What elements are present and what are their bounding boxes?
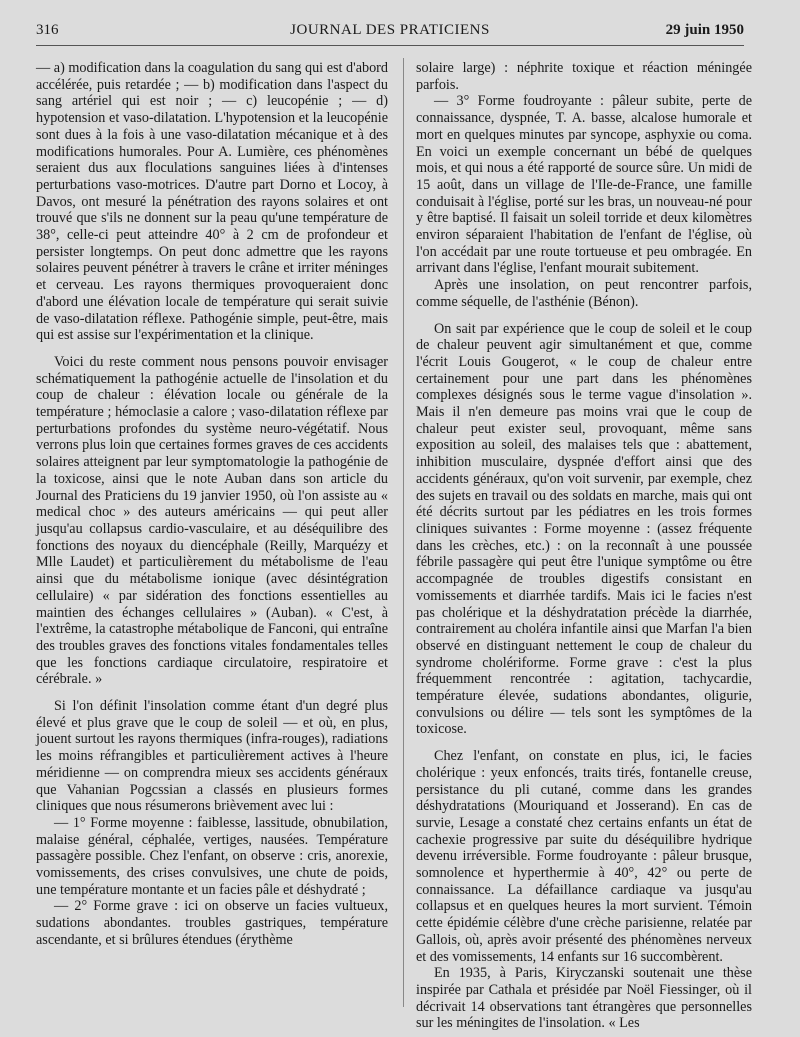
paragraph: En 1935, à Paris, Kiryczanski soutenait une thèse inspirée par Cathala et présidée par Noël Fiessinger, où il décrivait 14 observations tant étrangères que personnelles sur les méningites de l'insolation. « Les xyxy=(416,965,752,1032)
issue-date: 29 juin 1950 xyxy=(665,22,744,38)
paragraph: solaire large) : néphrite toxique et réaction méningée parfois. xyxy=(416,60,752,93)
journal-title: JOURNAL DES PRATICIENS xyxy=(290,22,490,38)
running-header xyxy=(36,22,744,44)
paragraph: Si l'on définit l'insolation comme étant d'un degré plus élevé et plus grave que le coup de soleil — et où, en plus, jouent surtout les rayons thermiques (infra-rouges), radiations les moins réfrangibles et particulièrement actives à l'heure méridienne — on comprendra mieux ses accidents généraux que Vahanian Pogcssian a classés en plusieurs formes cliniques que nous résumerons brièvement avec lui : xyxy=(36,698,388,815)
column-divider xyxy=(403,58,404,1007)
paragraph: Voici du reste comment nous pensons pouvoir envisager schématiquement la pathogénie actuelle de l'insolation et du coup de chaleur : élévation locale ou générale de la température ; hémoclasie a calore ; vaso-dilatation réflexe par perturbations profondes du système neuro-végétatif. Nous verrons plus loin que certaines formes graves de ces accidents solaires atteignent par leur symptomatologie la pathogénie de la toxicose, ainsi que le note Auban dans son article du Journal des Praticiens du 19 janvier 1950, où l'on assiste au « medical choc » des auteurs américains — qui peut aller jusqu'au collapsus cardio-vasculaire, et au déséquilibre des fonctions des noyaux du diencéphale (Reilly, Marquézy et Mlle Laudet) et particulièrement du métabolisme de l'eau ainsi que du métabolisme ionique (avec désintégration cellulaire) « par sidération des fonctions essentielles au maintien des échanges cellulaires » (Auban). « C'est, à l'extrême, la catastrophe métabolique de Fanconi, qui entraîne des troubles graves des fonctions vitales fondamentales telles que les fonctions cardiaque circulatoire, respiratoire et cérébrale. » xyxy=(36,353,388,688)
header-rule xyxy=(36,45,744,46)
page-number: 316 xyxy=(36,22,59,38)
paragraph: — 1° Forme moyenne : faiblesse, lassitude, obnubilation, malaise général, céphalée, vertiges, nausées. Température passagère possible. Chez l'enfant, on observe : cris, anorexie, vomissements, des crises convulsives, une chute de poids, une température montante et un facies pâle et déshydraté ; xyxy=(36,814,388,898)
paragraph: Après une insolation, on peut rencontrer parfois, comme séquelle, de l'asthénie (Bénon). xyxy=(416,277,752,310)
paragraph: — 3° Forme foudroyante : pâleur subite, perte de connaissance, dyspnée, T. A. basse, alcalose humorale et mort en quelques minutes par syncope, asphyxie ou coma. En voici un exemple concernant un bébé de quelques mois, et qui nous a été rapporté de source sûre. Un midi de 15 août, dans un village de l'Ile-de-France, une famille conduisait à l'église, porté sur les bras, un nouveau-né pour y être baptisé. Il faisait un soleil torride et deux kilomètres environ séparaient l'habitation de l'enfant de l'église, où l'on accédait par une route tortueuse et peu ombragée. En arrivant dans l'église, l'enfant mourait subitement. xyxy=(416,93,752,277)
paragraph: On sait par expérience que le coup de soleil et le coup de chaleur peuvent agir simultanément et que, comme l'écrit Louis Gougerot, « le coup de chaleur entre certainement pour une part dans les phénomènes complexes désignés sous le terme vague d'insolation ». Mais il n'en demeure pas moins vrai que le coup de chaleur peut exister seul, provoquant, même sans exposition au soleil, des malaises tels que : abattement, inhibition musculaire, dyspnée d'effort ainsi que des accidents généraux, qu'on voit survenir, par exemple, chez des sujets en travail ou des soldats en marche, mais qui ont été décrits surtout par les pédiatres en les trois formes cliniques suivantes : Forme moyenne : (assez fréquente dans les crèches, etc.) : on la reconnaît à une poussée fébrile passagère qui peut être l'unique symptôme ou être accompagnée de troubles digestifs consistant en vomissements et diarrhée tardifs. Mais ici le facies n'est pas cholérique et la déshydratation précède la diarrhée, contrairement au choléra infantile ainsi que Marfan l'a bien observé en distinguant nettement le coup de chaleur du syndrome cholériforme. Forme grave : c'est la plus fréquemment rencontrée : agitation, tachycardie, température élevée, sudations abondantes, oligurie, convulsions ou délire — tels sont les symptômes de la toxicose. xyxy=(416,320,752,738)
paragraph: — 2° Forme grave : ici on observe un facies vultueux, sudations abondantes. troubles gastriques, température ascendante, et si brûlures étendues (érythème xyxy=(36,898,388,948)
left-column xyxy=(36,60,388,1019)
right-column xyxy=(416,60,752,1032)
paragraph: Chez l'enfant, on constate en plus, ici, le facies cholérique : yeux enfoncés, traits tirés, fontanelle creuse, persistance du pli cutané, comme dans les grandes déshydratations (Mouriquand et Josserand). En cas de survie, Lesage a constaté chez certains enfants un état de cachexie progressive par suite du déséquilibre hydrique devenu irréversible. Forme foudroyante : pâleur brusque, somnolence et hyperthermie à 40°, 42° ou perte de connaissance. La défaillance cardiaque va jusqu'au collapsus et en quelques heures la mort survient. Témoin cette épidémie célèbre d'une crèche parisienne, relatée par Gallois, où, après avoir présenté des phénomènes nerveux et des vomissements, 14 enfants sur 16 succombèrent. xyxy=(416,748,752,965)
paragraph: — a) modification dans la coagulation du sang qui est d'abord accélérée, puis retardée ; — b) modification dans l'aspect du sang artériel qui est noir ; — c) leucopénie ; — d) hypotension et vaso-dilatation. L'hypotension et la leucopénie sont dues à la fois à une vaso-dilatation mécanique et à des modifications humorales. Pour A. Lumière, ces phénomènes seraient dus aux floculations sanguines liées à d'intenses perturbations vaso-motrices. D'autre part Dorno et Locoy, à Davos, ont mesuré la pénétration des rayons solaires et ont trouvé que s'ils ne donnent sur la peau qu'une température de 38°, celle-ci peut atteindre 40° à 2 cm de profondeur et persister longtemps. On peut donc admettre que les rayons solaires peuvent pénétrer à travers le crâne et irriter méninges et cerveau. Les rayons thermiques provoqueraient donc d'abord une élévation locale de température qui serait suivie de vaso-dilatation réflexe. Pathogénie simple, peut-être, mais qui est assise sur l'expérimentation et la clinique. xyxy=(36,60,388,344)
